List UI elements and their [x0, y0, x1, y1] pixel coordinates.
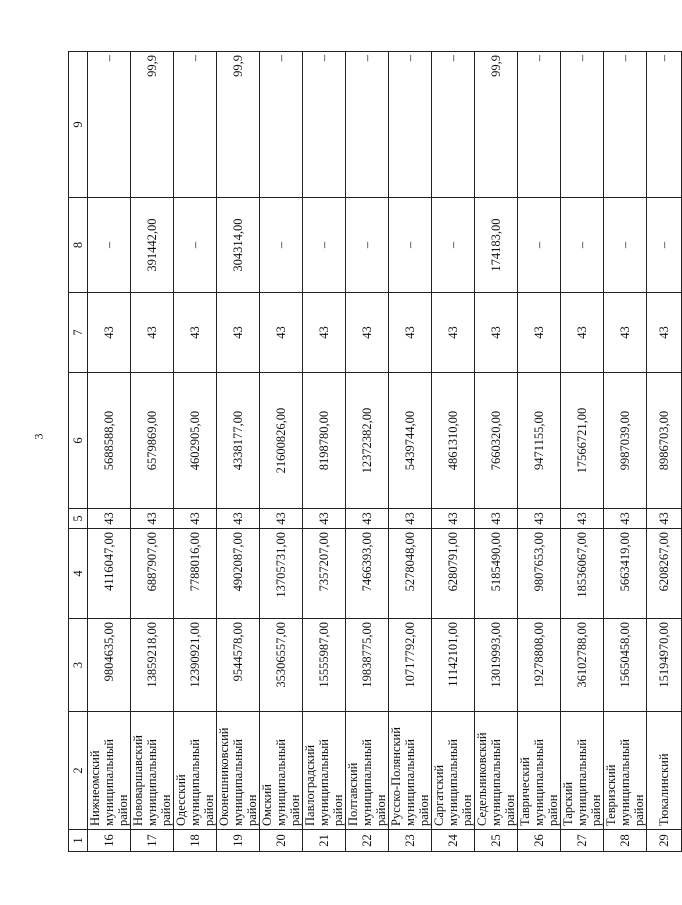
col7-value-cell: 43: [174, 293, 217, 373]
col5-value-cell: 43: [131, 509, 174, 529]
col7-value-cell: 43: [260, 293, 303, 373]
header-cell: 6: [69, 373, 88, 509]
col3-value-cell: 19838775,00: [346, 619, 389, 712]
col7-value-cell: 43: [346, 293, 389, 373]
district-name-cell: Тевризский муниципальный район: [604, 712, 647, 830]
table-row: [174, 52, 217, 852]
district-name-cell: Таврический муниципальный район: [518, 712, 561, 830]
col8-value-cell: –: [647, 198, 682, 293]
col9-value-cell: –: [389, 52, 432, 198]
col3-value-cell: 15650458,00: [604, 619, 647, 712]
col9-value-cell: 99,9: [475, 52, 518, 198]
col6-value-cell: 7660320,00: [475, 373, 518, 509]
col6-value-cell: 8986703,00: [647, 373, 682, 509]
col9-value-cell: –: [174, 52, 217, 198]
row-number-cell: 21: [303, 830, 346, 852]
district-name-cell: Тарский муниципальный район: [561, 712, 604, 830]
col9-value-cell: –: [432, 52, 475, 198]
col6-value-cell: 17566721,00: [561, 373, 604, 509]
col7-value-cell: 43: [389, 293, 432, 373]
row-number-cell: 22: [346, 830, 389, 852]
col6-value-cell: 12372382,00: [346, 373, 389, 509]
col8-value-cell: –: [518, 198, 561, 293]
col5-value-cell: 43: [475, 509, 518, 529]
header-cell: 1: [69, 830, 88, 852]
col4-value-cell: 5185490,00: [475, 529, 518, 619]
col4-value-cell: 7788016,00: [174, 529, 217, 619]
col6-value-cell: 8198780,00: [303, 373, 346, 509]
col9-value-cell: –: [647, 52, 682, 198]
table-row: [432, 52, 475, 852]
col9-value-cell: –: [561, 52, 604, 198]
col4-value-cell: 9807653,00: [518, 529, 561, 619]
table-row: [561, 52, 604, 852]
page-number: 3: [31, 433, 46, 440]
header-cell: 4: [69, 529, 88, 619]
col3-value-cell: 15194970,00: [647, 619, 682, 712]
col7-value-cell: 43: [131, 293, 174, 373]
col5-value-cell: 43: [604, 509, 647, 529]
col6-value-cell: 21600826,00: [260, 373, 303, 509]
row-number-cell: 27: [561, 830, 604, 852]
col4-value-cell: 6208267,00: [647, 529, 682, 619]
row-number-cell: 26: [518, 830, 561, 852]
district-name-cell: Тюкалинский: [647, 712, 682, 830]
district-name-cell: Полтавский муниципальный район: [346, 712, 389, 830]
district-name-cell: Саргатский муниципальный район: [432, 712, 475, 830]
col7-value-cell: 43: [432, 293, 475, 373]
col8-value-cell: –: [604, 198, 647, 293]
row-number-cell: 23: [389, 830, 432, 852]
col6-value-cell: 5439744,00: [389, 373, 432, 509]
col8-value-cell: 174183,00: [475, 198, 518, 293]
col3-value-cell: 9544578,00: [217, 619, 260, 712]
col7-value-cell: 43: [303, 293, 346, 373]
col8-value-cell: –: [346, 198, 389, 293]
district-name-cell: Нововаршавский муниципальный район: [131, 712, 174, 830]
col5-value-cell: 43: [88, 509, 131, 529]
col5-value-cell: 43: [260, 509, 303, 529]
col5-value-cell: 43: [389, 509, 432, 529]
col9-value-cell: –: [260, 52, 303, 198]
col4-value-cell: 6887907,00: [131, 529, 174, 619]
col9-value-cell: –: [604, 52, 647, 198]
header-cell: 8: [69, 198, 88, 293]
district-name-cell: Оконешниковский муниципальный район: [217, 712, 260, 830]
col4-value-cell: 7466393,00: [346, 529, 389, 619]
col8-value-cell: –: [303, 198, 346, 293]
col5-value-cell: 43: [217, 509, 260, 529]
col6-value-cell: 4602905,00: [174, 373, 217, 509]
col5-value-cell: 43: [518, 509, 561, 529]
header-cell: 9: [69, 52, 88, 198]
table-row: [604, 52, 647, 852]
col4-value-cell: 13705731,00: [260, 529, 303, 619]
budget-table: [68, 51, 682, 852]
col7-value-cell: 43: [561, 293, 604, 373]
col9-value-cell: –: [303, 52, 346, 198]
row-number-cell: 25: [475, 830, 518, 852]
table-row: [131, 52, 174, 852]
col3-value-cell: 12390921,00: [174, 619, 217, 712]
table-body: [88, 52, 682, 852]
col8-value-cell: –: [260, 198, 303, 293]
col4-value-cell: 18536067,00: [561, 529, 604, 619]
col5-value-cell: 43: [174, 509, 217, 529]
col8-value-cell: –: [561, 198, 604, 293]
col5-value-cell: 43: [432, 509, 475, 529]
col8-value-cell: 304314,00: [217, 198, 260, 293]
col7-value-cell: 43: [518, 293, 561, 373]
row-number-cell: 17: [131, 830, 174, 852]
col9-value-cell: 99,9: [131, 52, 174, 198]
col9-value-cell: –: [88, 52, 131, 198]
col6-value-cell: 4861310,00: [432, 373, 475, 509]
col3-value-cell: 11142101,00: [432, 619, 475, 712]
district-name-cell: Седельниковский муниципальный район: [475, 712, 518, 830]
rotated-table-sheet: [68, 52, 671, 852]
header-cell: 7: [69, 293, 88, 373]
header-cell: 5: [69, 509, 88, 529]
table-row: [389, 52, 432, 852]
col7-value-cell: 43: [88, 293, 131, 373]
district-name-cell: Павлоградский муниципальный район: [303, 712, 346, 830]
col4-value-cell: 7357207,00: [303, 529, 346, 619]
row-number-cell: 24: [432, 830, 475, 852]
col3-value-cell: 13859218,00: [131, 619, 174, 712]
row-number-cell: 29: [647, 830, 682, 852]
col3-value-cell: 10717792,00: [389, 619, 432, 712]
district-name-cell: Нижнеомский муниципальный район: [88, 712, 131, 830]
col6-value-cell: 9471155,00: [518, 373, 561, 509]
col5-value-cell: 43: [303, 509, 346, 529]
col8-value-cell: –: [88, 198, 131, 293]
col9-value-cell: –: [518, 52, 561, 198]
col5-value-cell: 43: [561, 509, 604, 529]
col4-value-cell: 5663419,00: [604, 529, 647, 619]
table-row: [647, 52, 682, 852]
row-number-cell: 18: [174, 830, 217, 852]
table-header-row: [69, 52, 88, 852]
col6-value-cell: 6579869,00: [131, 373, 174, 509]
col6-value-cell: 4338177,00: [217, 373, 260, 509]
table-row: [303, 52, 346, 852]
col8-value-cell: –: [432, 198, 475, 293]
district-name-cell: Русско-Полянский муниципальный район: [389, 712, 432, 830]
header-cell: 3: [69, 619, 88, 712]
col4-value-cell: 6280791,00: [432, 529, 475, 619]
col4-value-cell: 5278048,00: [389, 529, 432, 619]
col7-value-cell: 43: [604, 293, 647, 373]
col7-value-cell: 43: [647, 293, 682, 373]
col5-value-cell: 43: [647, 509, 682, 529]
col3-value-cell: 35306557,00: [260, 619, 303, 712]
col7-value-cell: 43: [217, 293, 260, 373]
row-number-cell: 28: [604, 830, 647, 852]
col6-value-cell: 5688588,00: [88, 373, 131, 509]
district-name-cell: Одесский муниципальный район: [174, 712, 217, 830]
col9-value-cell: 99,9: [217, 52, 260, 198]
row-number-cell: 16: [88, 830, 131, 852]
row-number-cell: 20: [260, 830, 303, 852]
col6-value-cell: 9987039,00: [604, 373, 647, 509]
table-row: [217, 52, 260, 852]
col3-value-cell: 36102788,00: [561, 619, 604, 712]
col8-value-cell: –: [389, 198, 432, 293]
col8-value-cell: –: [174, 198, 217, 293]
col5-value-cell: 43: [346, 509, 389, 529]
table-row: [346, 52, 389, 852]
col4-value-cell: 4116047,00: [88, 529, 131, 619]
col7-value-cell: 43: [475, 293, 518, 373]
col4-value-cell: 4902087,00: [217, 529, 260, 619]
col3-value-cell: 9804635,00: [88, 619, 131, 712]
col3-value-cell: 13019993,00: [475, 619, 518, 712]
col8-value-cell: 391442,00: [131, 198, 174, 293]
row-number-cell: 19: [217, 830, 260, 852]
table-row: [518, 52, 561, 852]
table-row: [260, 52, 303, 852]
col3-value-cell: 15555987,00: [303, 619, 346, 712]
table-row: [475, 52, 518, 852]
table-row: [88, 52, 131, 852]
col3-value-cell: 19278808,00: [518, 619, 561, 712]
header-cell: 2: [69, 712, 88, 830]
col9-value-cell: –: [346, 52, 389, 198]
district-name-cell: Омский муниципальный район: [260, 712, 303, 830]
